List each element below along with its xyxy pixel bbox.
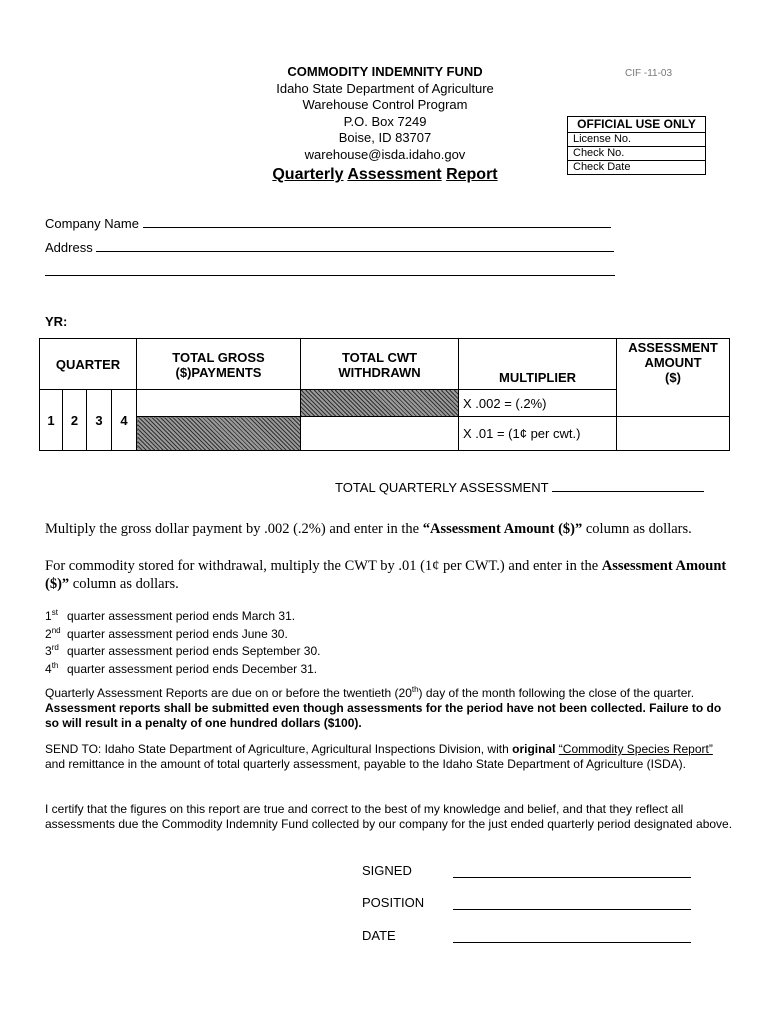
period-item: 1st quarter assessment period ends March 31. [45,608,296,623]
send-to-paragraph: SEND TO: Idaho State Department of Agriculture, Agricultural Inspections Division, with original “Commodity Species Report” and remittance in the amount of total quarterly assessment, payable to the Idaho State Department of Agriculture (ISDA). [45,742,713,771]
po-box: P.O. Box 7249 [343,113,427,129]
company-name-row [45,215,611,231]
license-no-field[interactable]: License No. [568,132,705,146]
gross-payments-input[interactable] [137,390,301,417]
assessment-table [39,338,730,451]
company-name-label: Company Name [45,216,139,231]
period-item: 4th quarter assessment period ends December 31. [45,660,318,676]
commodity-species-report-link: “Commodity Species Report” [558,742,713,756]
year-label: YR: [45,314,68,329]
date-label: DATE [362,928,396,943]
check-date-field[interactable]: Check Date [568,160,705,174]
certification-paragraph: I certify that the figures on this report are true and correct to the best of my knowledge and belief, and that they reflect all assessments due the Commodity Indemnity Fund collected by our company for the just ended quarterly period designated above. [45,802,733,831]
total-quarterly-input[interactable] [552,479,704,492]
quarter-3-option[interactable]: 3 [87,390,112,451]
fund-name: COMMODITY INDEMNITY FUND [287,64,483,79]
quarter-header: QUARTER [40,339,137,390]
quarter-1-option[interactable]: 1 [40,390,63,451]
quarter-4-option[interactable]: 4 [112,390,137,451]
cwt-withdrawn-header: TOTAL CWT WITHDRAWN [301,339,459,390]
signed-label: SIGNED [362,863,412,878]
multiplier-header: MULTIPLIER [459,339,617,390]
total-quarterly-row [335,479,704,495]
form-code: CIF -11-03 [625,68,673,79]
official-use-box [567,116,706,175]
assessment-amount-header: ASSESSMENT AMOUNT ($) [617,339,730,417]
check-no-field[interactable]: Check No. [568,146,705,160]
instruction-gross: Multiply the gross dollar payment by .002 (.2%) and enter in the “Assessment Amount ($)” column as dollars. [45,521,692,537]
program-name: Warehouse Control Program [302,97,468,112]
city-state-zip: Boise, ID 83707 [338,130,432,145]
address-label: Address [45,240,93,255]
agency-header [230,64,540,163]
address-input[interactable] [96,239,614,252]
gross-payments-header: TOTAL GROSS ($)PAYMENTS [137,339,301,390]
multiplier-gross: X .002 = (.2%) [459,390,617,417]
multiplier-cwt: X .01 = (1¢ per cwt.) [459,417,617,451]
gross-shaded-cell [137,417,301,451]
quarter-periods-list [45,606,320,676]
address-line-2-row [45,263,615,279]
due-date-paragraph: Quarterly Assessment Reports are due on or before the twentieth (20th) day of the month following the close of the quarter. Assessment reports shall be submitted even though assessments for the period have not been collected. Failure to do so will result in a penalty of one hundred dollars ($100). [45,685,722,730]
cwt-shaded-cell [301,390,459,417]
date-input[interactable] [453,929,691,943]
position-label: POSITION [362,895,425,910]
quarter-2-option[interactable]: 2 [63,390,87,451]
company-name-input[interactable] [143,215,611,228]
assessment-amount-input[interactable] [617,417,730,451]
signed-input[interactable] [453,864,691,878]
position-input[interactable] [453,896,691,910]
period-item: 2nd quarter assessment period ends June 30. [45,625,288,641]
contact-email: warehouse@isda.idaho.gov [304,146,466,162]
address-line-2-input[interactable] [45,263,615,276]
official-use-title: OFFICIAL USE ONLY [577,117,696,131]
period-item: 3rd quarter assessment period ends September 30. [45,643,321,658]
report-title: Quarterly Assessment Report [272,166,498,183]
department-name: Idaho State Department of Agriculture [276,80,494,96]
address-row [45,239,614,255]
instruction-cwt: For commodity stored for withdrawal, multiply the CWT by .01 (1¢ per CWT.) and enter in the Assessment Amount ($)” column as dollars. [45,558,727,592]
cwt-withdrawn-input[interactable] [301,417,459,451]
total-quarterly-label: TOTAL QUARTERLY ASSESSMENT [335,480,549,495]
